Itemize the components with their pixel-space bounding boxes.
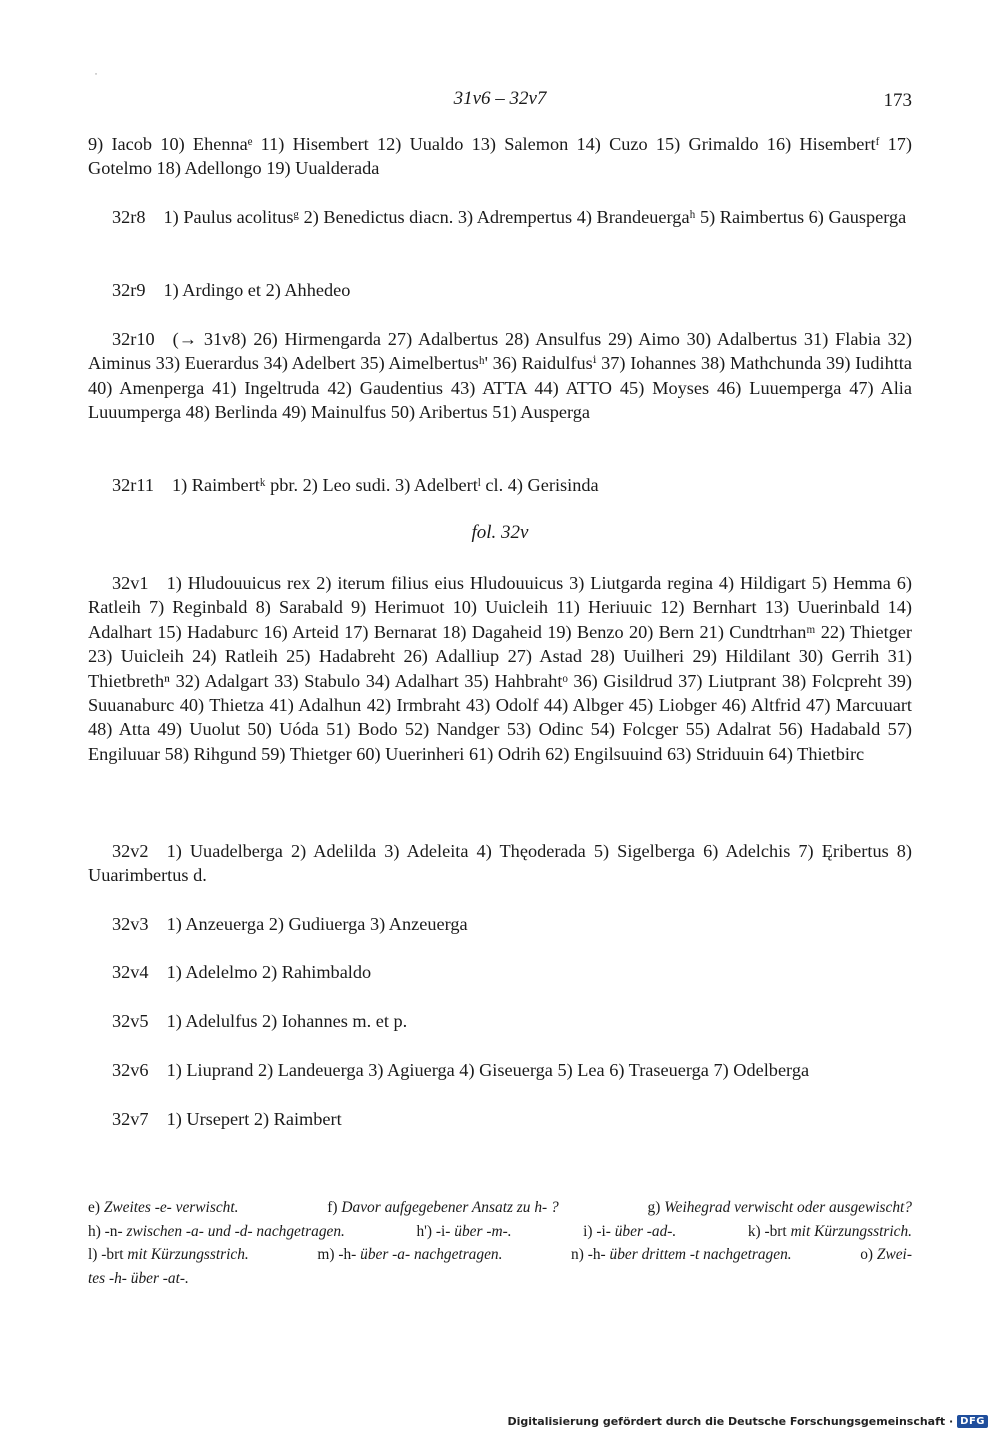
entry-text: 1) Paulus acolitusᵍ 2) Benedictus diacn. 3) Adrempertus 4) Brandeuergaʰ 5) Raimbertus 6) Gausperga [163,207,907,227]
entry-text: 1) Raimbertᵏ pbr. 2) Leo sudi. 3) Adelbertˡ cl. 4) Gerisinda [171,475,599,495]
footnote-o-continuation: tes -h- [88,1269,127,1287]
entry-text: 1) Ursepert 2) Raimbert [166,1109,342,1129]
credit-text: Digitalisierung gefördert durch die Deutsche Forschungsgemeinschaft · [507,1415,954,1428]
entry-32v6 [88,1058,912,1082]
entry-text: 1) Ardingo et 2) Ahhedeo [163,280,351,300]
entry-32v1 [88,571,912,766]
dfg-logo: DFG [957,1415,988,1428]
footnote-row [88,1267,912,1291]
footnote-o-continuation-text: über -at-. [130,1269,189,1287]
footnote-row [88,1243,912,1267]
entry-sigla: 32r9 [112,280,146,300]
entry-text: 1) Uuadelberga 2) Adelilda 3) Adeleita 4) Thęoderada 5) Sigelberga 6) Adelchis 7) Ęribertus 8) Uuarimbertus d. [88,841,912,886]
entry-32r11 [88,473,912,497]
entry-32v4 [88,960,912,984]
footnote-h: h) -n- zwischen -a- und -d- nachgetragen. [88,1222,345,1240]
entry-sigla: 32r10 [112,329,155,349]
entry-text: 1) Adelelmo 2) Rahimbaldo [166,962,372,982]
footnote-m: m) -h- über -a- nachgetragen. [317,1246,503,1263]
entry-sigla: 32r11 [112,475,154,495]
entry-text: 1) Anzeuerga 2) Gudiuerga 3) Anzeuerga [166,914,468,934]
entry-32r8 [88,205,912,229]
entry-continuation [88,132,912,181]
entry-sigla: 32v6 [112,1060,149,1080]
footnote-e: e) Zweites -e- verwischt. [88,1199,239,1216]
digitization-credit [507,1415,988,1428]
entry-32v3 [88,912,912,936]
footnote-n: n) -h- über drittem -t nachgetragen. [571,1246,792,1263]
entry-32r10 [88,327,912,425]
footnote-row [88,1220,912,1244]
entry-sigla: 32v5 [112,1011,149,1031]
entry-sigla: 32r8 [112,207,146,227]
stray-mark: ˙ [94,70,98,84]
footnote-f: f) Davor aufgegebener Ansatz zu h- ? [327,1199,559,1216]
entry-sigla: 32v7 [112,1109,149,1129]
footnote-row [88,1196,912,1220]
footnote-l: l) -brt mit Kürzungsstrich. [88,1246,249,1263]
entry-sigla: 32v4 [112,962,149,982]
entry-text: 1) Liuprand 2) Landeuerga 3) Agiuerga 4) Giseuerga 5) Lea 6) Traseuerga 7) Odelberga [166,1060,810,1080]
running-head: 31v6 – 32v7 [453,88,547,109]
entry-text: 1) Hludouuicus rex 2) iterum filius eius Hludouuicus 3) Liutgarda regina 4) Hildigart 5) Hemma 6) Ratleih 7) Reginbald 8) Sarabald 9) Herimuot 10) Uuicleih 11) Heriuuic 12) Bernhart 13) Uuerinbald 14) Adalhart 15) Hadaburc 16) Arteid 17) Bernarat 18) Dagaheid 19) Benzo 20) Bern 21) Cundtrhanᵐ 22) Thietger 23) Uuicleih 24) Ratleih 25) Hadabreht 26) Adalliup 27) Astad 28) Uuilheri 29) Hildilant 30) Gerrih 31) Thietbrethⁿ 32) Adalgart 33) Stabulo 34) Adalhart 35) Hahbrahtᵒ 36) Gisildrud 37) Liutprant 38) Folcpreht 39) Suuanaburc 40) Thietza 41) Adalhun 42) Irmbraht 43) Odolf 44) Albger 45) Liobger 46) Altfrid 47) Marcuuart 48) Atta 49) Uuolut 50) Uóda 51) Bodo 52) Nandger 53) Odinc 54) Folcger 55) Adalrat 56) Hadabald 57) Engiluuar 58) Rihgund 59) Thietger 60) Uuerinheri 61) Odrih 62) Engilsuuind 63) Striduuin 64) Thietbirc [88,573,912,764]
footnote-h-prime: h') -i- über -m-. [416,1222,512,1240]
entry-32r9 [88,278,912,302]
footnotes [88,1196,912,1290]
entry-text: 9) Iacob 10) Ehennaᵉ 11) Hisembert 12) Uualdo 13) Salemon 14) Cuzo 15) Grimaldo 16) Hisembertᶠ 17) Gotelmo 18) Adellongo 19) Uualderada [88,134,912,179]
entry-32v5 [88,1009,912,1033]
folio-heading: fol. 32v [471,522,529,543]
entry-sigla: 32v3 [112,914,149,934]
entry-text: 1) Adelulfus 2) Iohannes m. et p. [166,1011,408,1031]
footnote-i: i) -i- über -ad-. [583,1222,677,1240]
entry-32v2 [88,839,912,888]
footnote-g: g) Weihegrad verwischt oder ausgewischt? [647,1199,912,1216]
entry-sigla: 32v1 [112,573,149,593]
entry-sigla: 32v2 [112,841,149,861]
footnote-o: o) Zwei- [860,1246,912,1263]
entry-32v7 [88,1107,912,1131]
page-number: 173 [883,90,912,111]
footnote-k: k) -brt mit Kürzungsstrich. [747,1222,912,1240]
entry-text: (→ 31v8) 26) Hirmengarda 27) Adalbertus 28) Ansulfus 29) Aimo 30) Adalbertus 31) Flabia 32) Aiminus 33) Euerardus 34) Adelbert 35) Aimelbertusʰ' 36) Raidulfusⁱ 37) Iohannes 38) Mathchunda 39) Iudihtta 40) Amenperga 41) Ingeltruda 42) Gaudentius 43) ATTA 44) ATTO 45) Moyses 46) Luuemperga 47) Alia Luuumperga 48) Berlinda 49) Mainulfus 50) Aribertus 51) Ausperga [88,329,912,423]
